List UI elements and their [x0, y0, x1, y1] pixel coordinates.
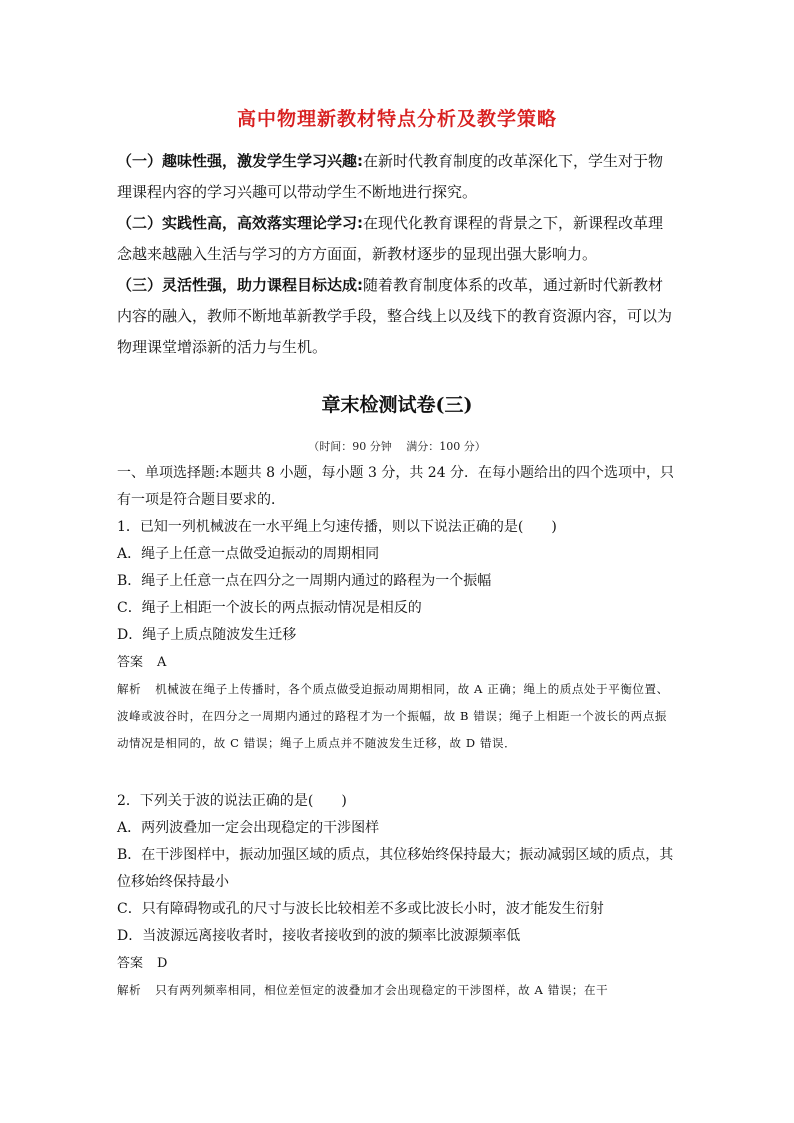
question-2	[117, 788, 677, 1004]
intro-text-3: 随着教育制度体系的改革，通过新时代新教材内容的融入，教师不断地革新教学手段，整合线上以及线下的教育资源内容，可以为物理课堂增添新的活力与生机。	[117, 276, 673, 356]
intro-text-1: 在新时代教育制度的改革深化下，学生对于物理课程内容的学习兴趣可以带动学生不断地进行探究。	[117, 152, 664, 201]
intro-paragraph-2	[117, 208, 677, 270]
answer-line	[117, 649, 677, 676]
question-stem: 1．已知一列机械波在一水平绳上匀速传播，则以下说法正确的是( )	[117, 519, 557, 535]
option-c: C．只有障碍物或孔的尺寸与波长比较相差不多或比波长小时，波才能发生衍射	[117, 901, 604, 917]
analysis-text: 机械波在绳子上传播时，各个质点做受迫振动周期相同，故 A 正确；绳上的质点处于平衡位置、波峰或波谷时，在四分之一周期内通过的路程才为一个振幅，故 B 错误；绳子上相距一个波长的两点振动情况是相同的，故 C 错误；绳子上质点并不随波发生迁移，故 D 错误．	[117, 682, 669, 750]
answer-line	[117, 950, 677, 977]
analysis-label: 解析	[117, 983, 142, 997]
document-title: 高中物理新教材特点分析及教学策略	[236, 108, 557, 130]
option-c: C．绳子上相距一个波长的两点振动情况是相反的	[117, 600, 422, 616]
option-a: A．绳子上任意一点做受迫振动的周期相同	[117, 546, 380, 562]
exam-meta: （时间：90 分钟 满分：100 分）	[308, 440, 486, 453]
exam-title: 章末检测试卷(三)	[321, 394, 473, 416]
option-d: D．绳子上质点随波发生迁移	[117, 627, 297, 643]
intro-text-2: 在现代化教育课程的背景之下，新课程改革理念越来越融入生活与学习的方方面面，新教材逐步的显现出强大影响力。	[117, 214, 664, 263]
intro-section	[117, 146, 677, 363]
analysis-block	[117, 977, 677, 1004]
intro-lead-2: （二）实践性高，高效落实理论学习:	[117, 214, 364, 232]
analysis-text: 只有两列频率相同，相位差恒定的波叠加才会出现稳定的干涉图样，故 A 错误；在干	[155, 983, 609, 997]
intro-lead-1: （一）趣味性强，激发学生学习兴趣:	[117, 152, 364, 170]
option-b: B．绳子上任意一点在四分之一周期内通过的路程为一个振幅	[117, 573, 492, 589]
answer-value: A	[157, 655, 167, 670]
option-b: B．在干涉图样中，振动加强区域的质点，其位移始终保持最大；振动减弱区域的质点，其位移始终保持最小	[117, 847, 674, 890]
option-d: D．当波源远离接收者时，接收者接收到的波的频率比波源频率低	[117, 928, 521, 944]
answer-value: D	[157, 956, 168, 971]
intro-lead-3: （三）灵活性强，助力课程目标达成:	[117, 276, 364, 294]
question-stem: 2．下列关于波的说法正确的是( )	[117, 793, 347, 809]
analysis-label: 解析	[117, 682, 142, 696]
option-a: A．两列波叠加一定会出现稳定的干涉图样	[117, 820, 380, 836]
intro-paragraph-3	[117, 270, 677, 363]
question-1	[117, 514, 677, 757]
answer-label: 答案	[117, 956, 144, 971]
section-1-instructions: 一、单项选择题:本题共 8 小题，每小题 3 分，共 24 分．在每小题给出的四个选项中，只有一项是符合题目要求的．	[117, 465, 675, 508]
answer-label: 答案	[117, 655, 144, 670]
analysis-block	[117, 676, 677, 757]
intro-paragraph-1	[117, 146, 677, 208]
section-heading	[117, 460, 677, 514]
